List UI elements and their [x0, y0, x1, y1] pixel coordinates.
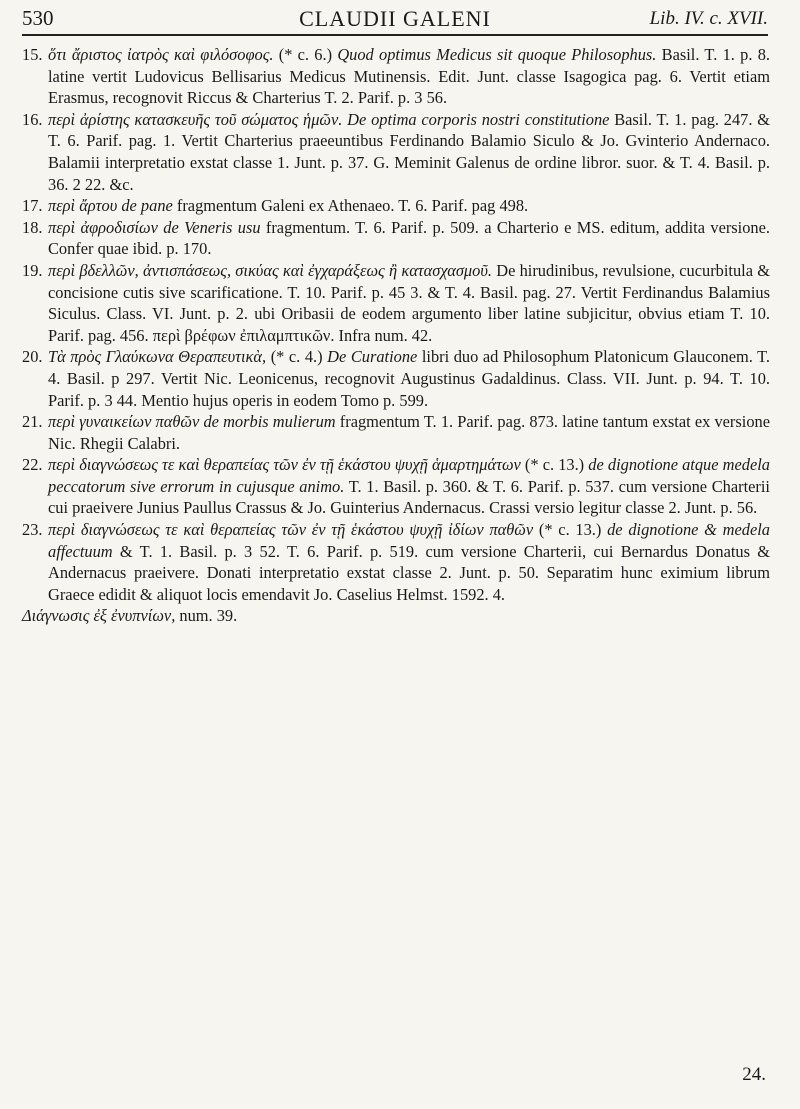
- latin-title: Quod optimus Medicus sit quoque Philosophus.: [337, 45, 657, 64]
- greek-title: περὶ διαγνώσεως τε καὶ θεραπείας τῶν ἐν τῇ ἑκάστου ψυχῇ ἁμαρτημάτων: [48, 455, 521, 475]
- entry-text: fragmentum T. 1. Parif. pag. 873. latine tantum exstat ex versione Nic. Rhegii Calabri.: [48, 412, 770, 453]
- running-title: CLAUDII GALENI: [299, 6, 491, 31]
- chapter-ref: (* c. 4.): [266, 347, 328, 367]
- latin-title: De optima corporis nostri constitutione: [347, 109, 610, 129]
- entry-16: [22, 109, 770, 195]
- running-header: [22, 4, 768, 36]
- greek-title: περὶ ἀφροδισίων: [48, 217, 158, 237]
- cross-reference: num. 39.: [175, 606, 238, 626]
- latin-title: De Curatione: [327, 347, 418, 367]
- greek-title: Τὰ πρὸς Γλαύκωνα Θεραπευτικὰ,: [48, 347, 267, 367]
- entry-text: Basil. T. 1. p. 8. latine vertit Ludovicus Bellisarius Medicus Mutinensis. Edit. Junt. classe Isagogica pag. 6. Vertit etiam Erasmus, recognovit Riccus & Charterius T. 2. Parif. p. 3 56.: [48, 45, 770, 108]
- entry-number: 18.: [22, 217, 43, 237]
- entry-17: [22, 195, 770, 217]
- chapter-ref: (* c. 13.): [520, 455, 589, 475]
- entry-20: [22, 346, 770, 411]
- entry-text: & T. 1. Basil. p. 3 52. T. 6. Parif. p. 519. cum versione Charterii, cui Bernardus Donatus & Andernacus praeivere. Donati interpretatio exstat classe 2. Junt. p. 50. Separatim hunc eximium librum Graece edidit & aliquot locis emendavit Jo. Caselius Helmst. 1592. 4.: [48, 541, 770, 604]
- entry-number: 21.: [22, 412, 43, 432]
- entry-number: 23.: [22, 520, 43, 540]
- entry-number: 16.: [22, 109, 43, 129]
- entry-number: 15.: [22, 45, 43, 64]
- latin-title: de dignotione atque medela peccatorum sive errorum in cujusque animo.: [48, 455, 770, 496]
- entry-21: [22, 411, 770, 454]
- entry-number: 20.: [22, 347, 43, 367]
- entry-text: Basil. T. 1. pag. 247. & T. 6. Parif. pag. 1. Vertit Charterius praeeuntibus Ferdinando Balamio Siculo & Jo. Gvinterio Andernaco. Balamii interpretatio exstat classe 1. Junt. p. 37. G. Meminit Galenus de ordine libror. suor. & T. 4. Basil. p. 36. 2 22. &c.: [48, 109, 771, 194]
- latin-title: de dignotione & medela affectuum: [48, 520, 770, 561]
- entry-text: T. 1. Basil. p. 360. & T. 6. Parif. p. 537. cum versione Charterii cui praeivere Junius Paullus Crassus & Jo. Guinterius Andernacus. Crassi versio legitur classe 2. Junt. p. 56.: [48, 476, 770, 518]
- cross-reference-line: [22, 605, 770, 627]
- entry-18: [22, 217, 770, 260]
- greek-title: περὶ γυναικείων παθῶν: [48, 412, 200, 432]
- entry-number: 22.: [22, 455, 43, 475]
- entry-number: 19.: [22, 260, 43, 280]
- latin-title: de morbis mulierum: [203, 412, 336, 432]
- entry-text: fragmentum Galeni ex Athenaeo. T. 6. Parif. pag 498.: [172, 196, 529, 216]
- catchword: 24.: [742, 1064, 766, 1085]
- entry-text: De hirudinibus, revulsione, cucurbitula & concisione cutis sive scarificatione. T. 10. Parif. p. 45 3. & T. 4. Basil. pag. 27. Vertit Ferdinandus Balamius Siculus. Class. VI. Junt. p. 2. ubi Oribasii de eodem argumento liber latine subjicitur, obvius etiam T. 10. Parif. pag. 456. περὶ βρέφων ἐπιλαμπτικῶν. Infra num. 42.: [48, 260, 770, 345]
- latin-title: de pane: [121, 196, 173, 216]
- chapter-ref: (* c. 6.): [273, 45, 338, 64]
- entry-number: 17.: [22, 196, 43, 216]
- greek-title: περὶ διαγνώσεως τε καὶ θεραπείας τῶν ἐν τῇ ἑκάστου ψυχῇ ἰδίων παθῶν: [48, 520, 534, 540]
- entry-15: [22, 44, 770, 109]
- catalog-entries: [22, 44, 770, 627]
- page-number: 530: [22, 6, 54, 30]
- entry-23: [22, 519, 770, 605]
- entry-text: libri duo ad Philosophum Platonicum Glauconem. T. 4. Basil. p 297. Vertit Nic. Leonicenus, recognovit Augustinus Gadaldinus. Class. VII. Junt. p. 94. T. 10. Parif. p. 3 44. Mentio hujus operis in eodem Tomo p. 599.: [48, 347, 771, 410]
- greek-title: Διάγνωσις ἐξ ἐνυπνίων,: [22, 606, 176, 626]
- greek-title: περὶ ἄρτου: [48, 196, 118, 216]
- latin-title: de Veneris usu: [163, 217, 261, 237]
- entry-22: [22, 454, 770, 519]
- greek-title: ὅτι ἄριστος ἰατρὸς καὶ φιλόσοφος.: [48, 45, 274, 64]
- section-reference: Lib. IV. c. XVII.: [649, 8, 768, 29]
- greek-title: περὶ ἀρίστης κατασκευῆς τοῦ σώματος ἡμῶν.: [48, 109, 343, 129]
- entry-text: fragmentum. T. 6. Parif. p. 509. a Charterio e MS. editum, addita versione. Confer quae ibid. p. 170.: [48, 217, 770, 259]
- entry-19: [22, 260, 770, 346]
- greek-title: περὶ βδελλῶν, ἀντισπάσεως, σικύας καὶ ἐγχαράξεως ἢ κατασχασμοῦ.: [48, 260, 492, 280]
- chapter-ref: (* c. 13.): [533, 520, 608, 540]
